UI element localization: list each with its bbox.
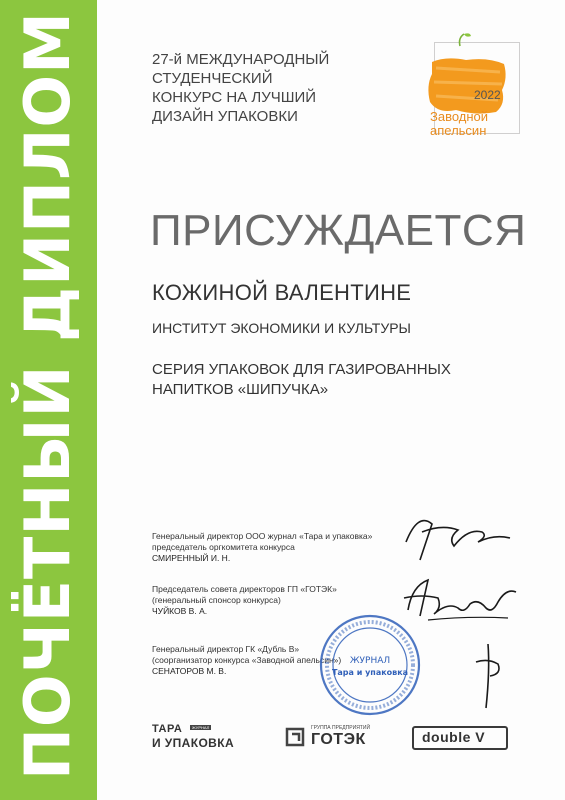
signature-senatorov bbox=[468, 640, 508, 712]
signatory-position: Председатель совета директоров ГП «ГОТЭК» bbox=[152, 584, 337, 594]
signatory-position: Генеральный директор ООО журнал «Тара и упаковка» bbox=[152, 531, 373, 541]
signatory-role: председатель оргкомитета конкурса bbox=[152, 542, 295, 552]
green-side-band bbox=[0, 0, 97, 800]
round-stamp bbox=[318, 613, 422, 717]
award-text: ПРИСУЖДАЕТСЯ bbox=[150, 206, 527, 255]
heading-line: КОНКУРС НА ЛУЧШИЙ bbox=[152, 89, 317, 106]
tara-i-upakovka-logo bbox=[152, 723, 244, 755]
double-v-name: double V bbox=[422, 729, 486, 745]
signatory-position: Генеральный директор ГК «Дубль В» bbox=[152, 644, 300, 654]
signature-smirenny bbox=[398, 502, 518, 566]
institute-name: ИНСТИТУТ ЭКОНОМИКИ И КУЛЬТУРЫ bbox=[152, 320, 411, 336]
work-title-line: СЕРИЯ УПАКОВОК ДЛЯ ГАЗИРОВАННЫХ bbox=[152, 361, 451, 378]
double-v-logo bbox=[412, 726, 508, 750]
stamp-center-line: ЖУРНАЛ bbox=[349, 656, 391, 666]
heading-line: 27-й МЕЖДУНАРОДНЫЙ bbox=[152, 51, 330, 68]
tara-logo-tag: ЖУРНАЛ bbox=[192, 725, 210, 730]
gotek-name: ГОТЭК bbox=[311, 731, 366, 748]
work-title-line: НАПИТКОВ «ШИПУЧКА» bbox=[152, 381, 329, 398]
contest-heading bbox=[152, 50, 392, 126]
contest-logo bbox=[424, 30, 528, 138]
recipient-name: КОЖИНОЙ ВАЛЕНТИНЕ bbox=[152, 280, 412, 305]
signatory-block bbox=[152, 531, 402, 564]
tara-logo-line: И УПАКОВКА bbox=[152, 736, 235, 750]
signatory-role: (соорганизатор конкурса «Заводной апельсин») bbox=[152, 655, 342, 665]
gotek-logo bbox=[283, 723, 381, 753]
orange-splash-icon bbox=[426, 54, 508, 116]
signatory-name: СМИРЕННЫЙ И. Н. bbox=[152, 553, 231, 563]
gotek-small-text: ГРУППА ПРЕДПРИЯТИЙ bbox=[311, 725, 371, 731]
work-title bbox=[152, 360, 472, 400]
tara-logo-line: ТАРА bbox=[152, 723, 183, 735]
logo-name bbox=[430, 110, 488, 138]
heading-line: ДИЗАЙН УПАКОВКИ bbox=[152, 108, 298, 125]
band-title: ПОЧЁТНЫЙ ДИПЛОМ bbox=[11, 11, 84, 780]
signatory-role: (генеральный спонсор конкурса) bbox=[152, 595, 281, 605]
logo-name-line: апельсин bbox=[430, 123, 487, 138]
orange-leaf-icon bbox=[454, 30, 474, 48]
logo-year: 2022 bbox=[474, 88, 501, 102]
stamp-center-line: Тара и упаковка bbox=[331, 668, 409, 677]
logo-name-line: Заводной bbox=[430, 109, 489, 124]
signatory-name: ЧУЙКОВ В. А. bbox=[152, 606, 208, 616]
signatory-name: СЕНАТОРОВ М. В. bbox=[152, 666, 227, 676]
gotek-mark-icon bbox=[283, 725, 307, 749]
heading-line: СТУДЕНЧЕСКИЙ bbox=[152, 70, 273, 87]
